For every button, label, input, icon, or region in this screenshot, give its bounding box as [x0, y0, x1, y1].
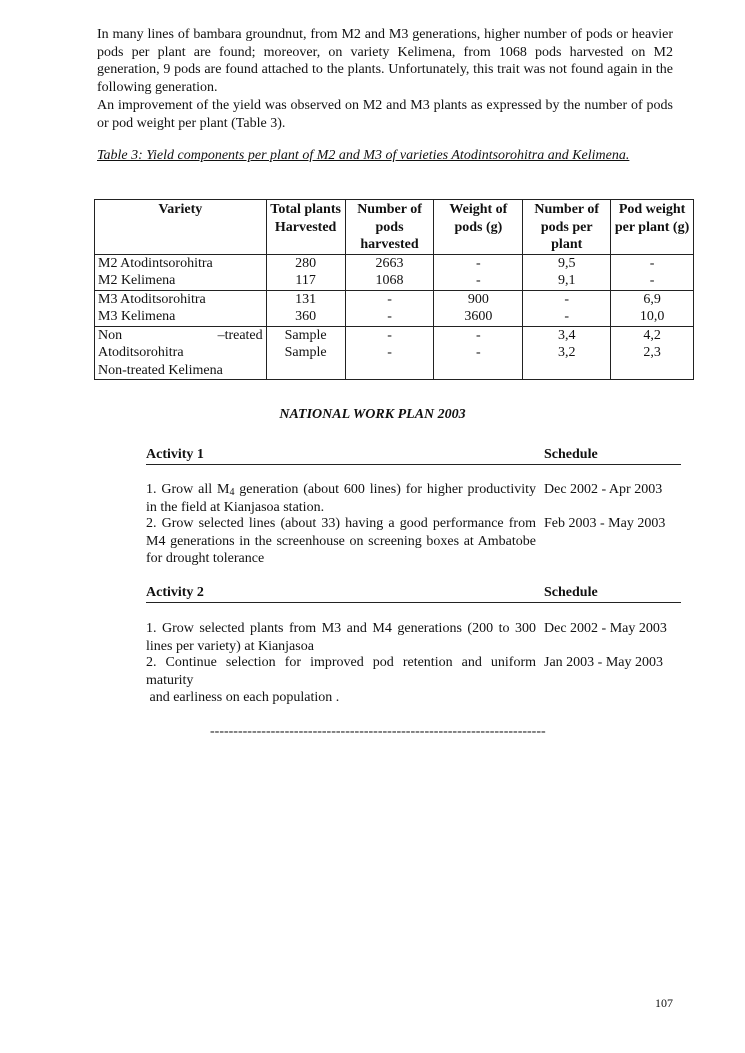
table-cell: M3 Kelimena	[95, 308, 267, 326]
table-cell: -	[434, 272, 523, 290]
schedule-label: Schedule	[544, 447, 598, 462]
table-cell: -	[345, 290, 434, 308]
table-header: Pod weight per plant (g)	[611, 200, 694, 255]
table-cell: 360	[266, 308, 345, 326]
table-cell: - -	[434, 326, 523, 380]
table-group-nontreated	[95, 326, 694, 380]
activity-1-item-1: 1. Grow all $M_4$ generation (about 600 lines) for higher productivity in the field at Kianjasoa station.	[146, 482, 536, 515]
activity-2-header	[146, 584, 681, 603]
table-header: Weight of pods (g)	[434, 200, 523, 255]
table-cell: 131	[266, 290, 345, 308]
activity-1-header	[146, 446, 681, 465]
page-number: 107	[655, 996, 673, 1010]
table-cell: -	[434, 254, 523, 272]
table-cell: 3,4 3,2	[523, 326, 611, 380]
table-cell: -	[345, 308, 434, 326]
activity-2-item-1: 1. Grow selected plants from M3 and M4 generations (200 to 300 lines per variety) at Kianjasoa	[146, 621, 536, 654]
table-cell: -	[611, 254, 694, 272]
variety-line: Non-treated Kelimena	[98, 362, 223, 378]
table-cell: -	[523, 290, 611, 308]
variety-word: Non	[98, 327, 123, 343]
separator-line: ------------------------------------------------------------------------	[210, 724, 546, 739]
intro-paragraph-2: An improvement of the yield was observed on M2 and M3 plants as expressed by the number of pods or pod weight per plant (Table 3).	[97, 98, 673, 131]
variety-word: –treated	[217, 327, 263, 343]
table-header: Variety	[95, 200, 267, 255]
table-cell: 9,5	[523, 254, 611, 272]
table-header: Number of pods harvested	[345, 200, 434, 255]
intro-paragraph-1: In many lines of bambara groundnut, from M2 and M3 generations, higher number of pods or heavier pods per plant are found; moreover, on variety Kelimena, from 1068 pods harvested on M2 generation, 9 pods are found attached to the plants. Unfortunately, this trait was not found again in the following generation.	[97, 27, 673, 95]
table-cell: M2 Atodintsorohitra	[95, 254, 267, 272]
table-cell: -	[611, 272, 694, 290]
activity-2-item-1-schedule: Dec 2002 - May 2003	[544, 621, 667, 636]
table-header: Number of pods per plant	[523, 200, 611, 255]
table-cell: 10,0	[611, 308, 694, 326]
activity-1-item-2: 2. Grow selected lines (about 33) having a good performance from M4 generations in the screenhouse on screening boxes at Ambatobe for drought tolerance	[146, 516, 536, 566]
table-group-m3	[95, 290, 694, 326]
activity-1-item-1-schedule: Dec 2002 - Apr 2003	[544, 482, 663, 497]
activity-1-title: Activity 1	[146, 447, 204, 462]
activity-2-item-2-cont: and earliness on each population .	[146, 690, 340, 705]
table-cell: 2663	[345, 254, 434, 272]
schedule-label: Schedule	[544, 585, 598, 600]
table-cell: Sample Sample	[266, 326, 345, 380]
table-caption: Table 3: Yield components per plant of M2 and M3 of varieties Atodintsorohitra and Kelimena.	[97, 148, 630, 163]
table-cell: 117	[266, 272, 345, 290]
table-cell-variety	[95, 326, 267, 380]
table-row	[95, 272, 694, 290]
table-cell: 4,2 2,3	[611, 326, 694, 380]
table-group-m2	[95, 254, 694, 290]
activity-1-item-2-schedule: Feb 2003 - May 2003	[544, 516, 666, 531]
table-header: Total plants Harvested	[266, 200, 345, 255]
table-row	[95, 326, 694, 380]
activity-2-item-2: 2. Continue selection for improved pod retention and uniform maturity	[146, 655, 536, 688]
table-row	[95, 254, 694, 272]
work-plan-heading: NATIONAL WORK PLAN 2003	[279, 407, 466, 422]
table-cell: -	[523, 308, 611, 326]
table-cell: 900	[434, 290, 523, 308]
table-cell: M2 Kelimena	[95, 272, 267, 290]
table-cell: 3600	[434, 308, 523, 326]
table-row	[95, 290, 694, 308]
activity-2-title: Activity 2	[146, 585, 204, 600]
table-header-row	[95, 200, 694, 255]
table-cell: 6,9	[611, 290, 694, 308]
table-row	[95, 308, 694, 326]
table-cell: 9,1	[523, 272, 611, 290]
table-cell: 280	[266, 254, 345, 272]
table-cell: - -	[345, 326, 434, 380]
variety-line: Atoditsorohitra	[98, 345, 184, 360]
activity-2-item-2-schedule: Jan 2003 - May 2003	[544, 655, 663, 670]
yield-table	[94, 199, 694, 380]
table-cell: 1068	[345, 272, 434, 290]
table-cell: M3 Atoditsorohitra	[95, 290, 267, 308]
